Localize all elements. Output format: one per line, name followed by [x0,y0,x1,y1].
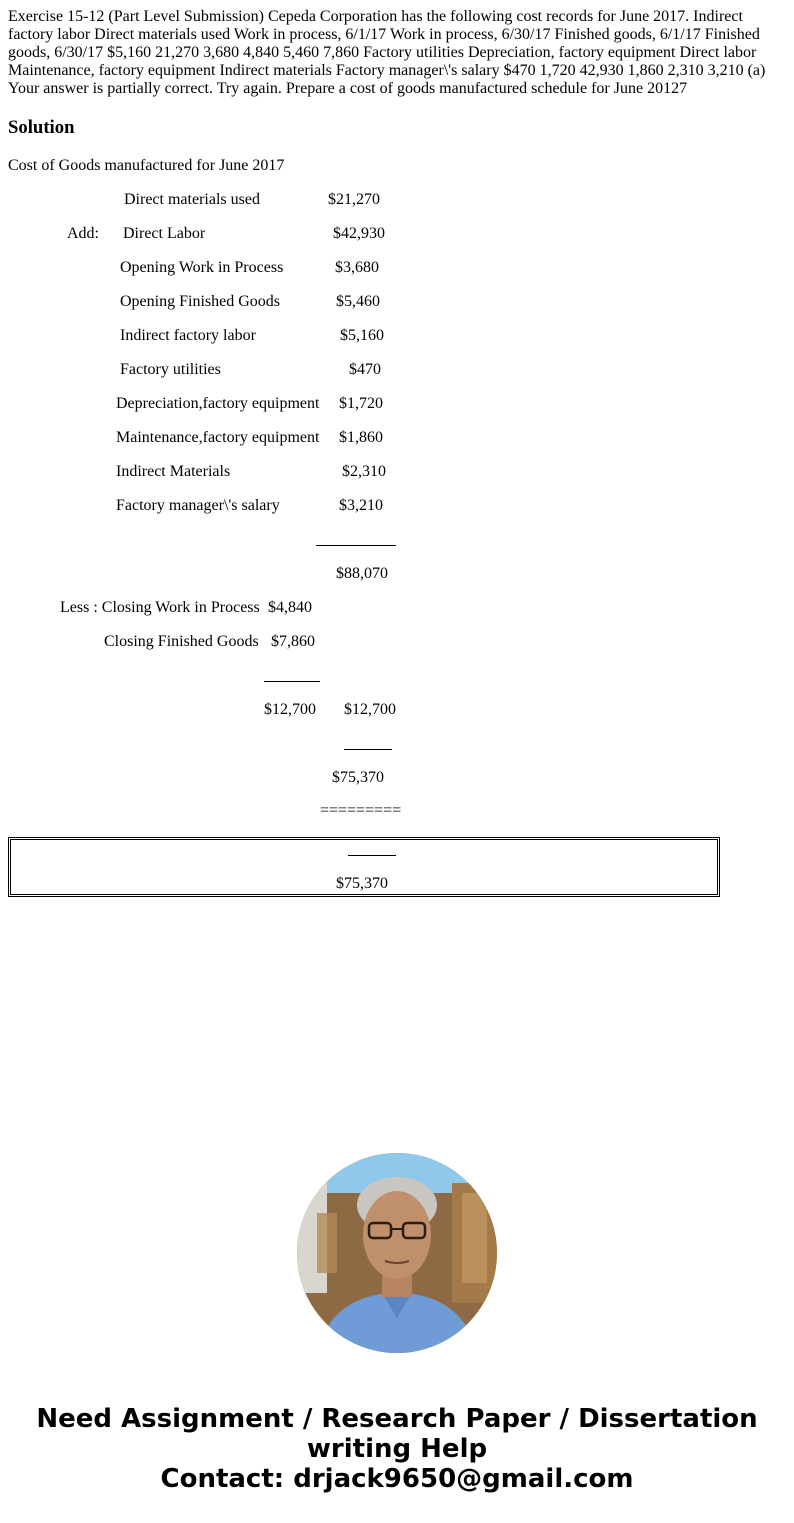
less-total-right: $12,700 [344,701,396,718]
item-label-maintenance: Maintenance,factory equipment [116,429,320,446]
closing-fg-label: Closing Finished Goods [104,633,259,650]
item-label-indirect-materials: Indirect Materials [116,463,231,480]
author-avatar [297,1153,497,1353]
promo-line-1: Need Assignment / Research Paper / Dissertation [36,1404,758,1434]
less-total-left: $12,700 [264,701,316,718]
promo-banner [0,1404,794,1494]
closing-wip-amount: $4,840 [268,599,312,616]
item-amount-direct-materials: $21,270 [328,191,380,208]
item-label-depreciation: Depreciation,factory equipment [116,395,320,412]
promo-line-2: writing Help [306,1434,488,1464]
question-text: Exercise 15-12 (Part Level Submission) Cepeda Corporation has the following cost records for June 2017. Indirect factory labor Direct materials used Work in process, 6/1/17 Work in process, 6/30/17 Finished goods, 6/1/17 Finished goods, 6/30/17 $5,160 21,270 3,680 4,840 5,460 7,860 Factory utilities Depreciation, factory equipment Direct labor Maintenance, factory equipment Indirect materials Factory manager\'s salary $470 1,720 42,930 1,860 2,310 3,210 (a) Your answer is partially correct. Try again. Prepare a cost of goods manufactured schedule for June 20127 [8,8,766,97]
item-amount-factory-utilities: $470 [349,361,381,378]
item-amount-indirect-materials: $2,310 [342,463,386,480]
answer-box [8,837,720,897]
add-label: Add: [67,225,99,242]
double-rule: ========= [320,802,402,819]
item-label-indirect-labor: Indirect factory labor [120,327,256,344]
solution-heading: Solution [8,117,75,138]
result-rule [344,749,392,750]
less-total-rule [264,681,320,682]
item-label-manager-salary: Factory manager\'s salary [116,497,280,514]
item-amount-depreciation: $1,720 [339,395,383,412]
item-amount-opening-fg: $5,460 [336,293,380,310]
item-label-direct-labor: Direct Labor [123,225,206,242]
subtotal-rule [316,545,396,546]
item-amount-opening-wip: $3,680 [335,259,379,276]
closing-wip-label: Less : Closing Work in Process [60,599,260,616]
item-label-direct-materials: Direct materials used [124,191,260,208]
schedule-title: Cost of Goods manufactured for June 2017 [8,157,285,174]
item-label-opening-fg: Opening Finished Goods [120,293,280,310]
item-label-opening-wip: Opening Work in Process [120,259,284,276]
subtotal-amount: $88,070 [336,565,388,582]
closing-fg-amount: $7,860 [271,633,315,650]
boxed-result-amount: $75,370 [336,875,388,892]
item-label-factory-utilities: Factory utilities [120,361,221,378]
result-amount: $75,370 [332,769,384,786]
item-amount-direct-labor: $42,930 [333,225,385,242]
item-amount-indirect-labor: $5,160 [340,327,384,344]
item-amount-maintenance: $1,860 [339,429,383,446]
answer-rule [348,855,396,856]
promo-contact[interactable]: Contact: drjack9650@gmail.com [160,1464,634,1494]
item-amount-manager-salary: $3,210 [339,497,383,514]
author-portrait-icon [297,1153,497,1353]
